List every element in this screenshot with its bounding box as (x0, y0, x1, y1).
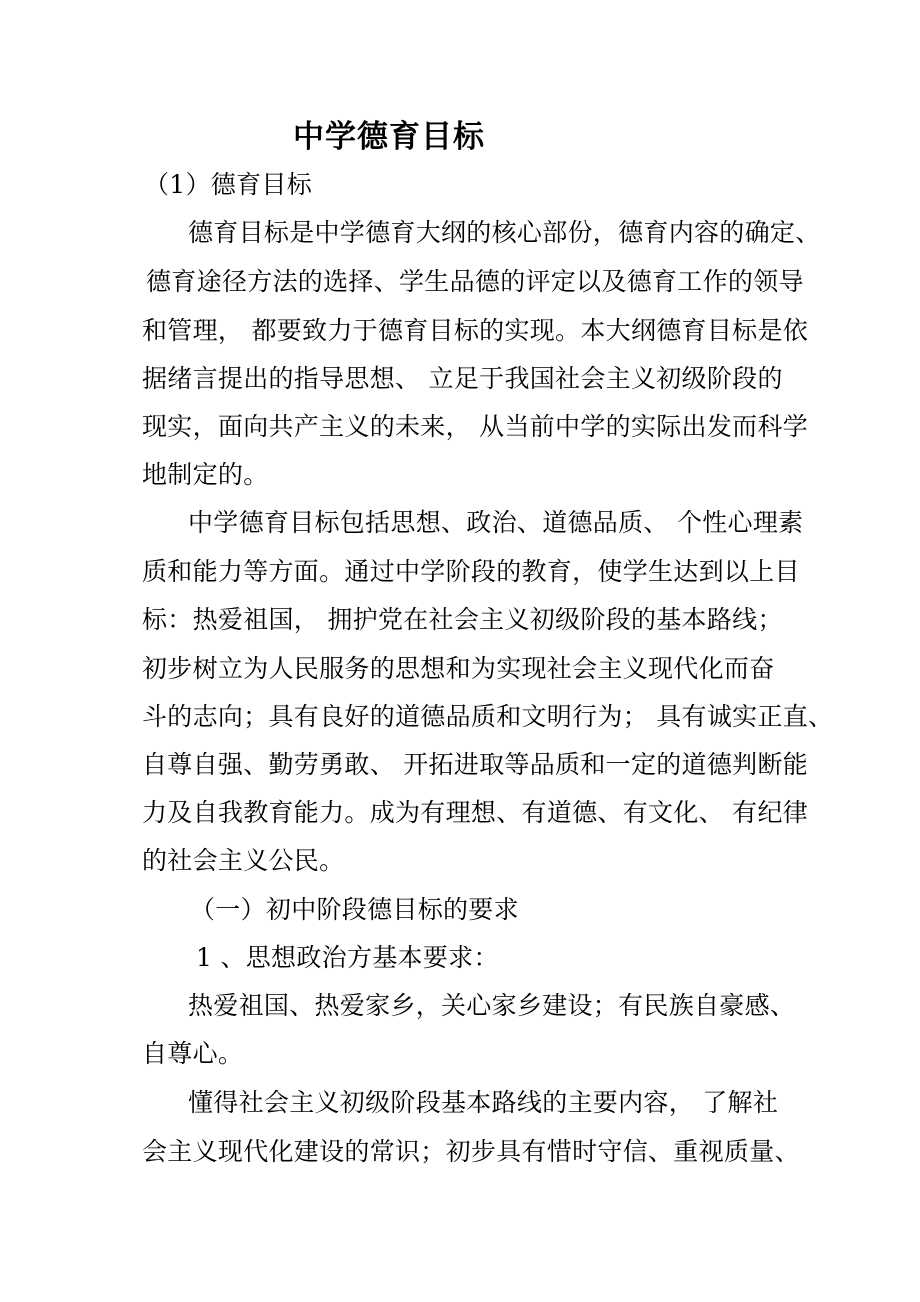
subheading-junior-middle: （一）初中阶段德目标的要求 (190, 895, 519, 924)
paragraph-line: 地制定的。 (142, 460, 269, 489)
paragraph-line: 自尊自强、勤劳勇敢、 开拓进取等品质和一定的道德判断能 (142, 750, 809, 779)
paragraph-line: 和管理， 都要致力于德育目标的实现。本大纲德育目标是依 (142, 316, 809, 345)
paragraph-line: 力及自我教育能力。成为有理想、有道德、有文化、 有纪律 (142, 798, 809, 827)
section-heading: （1）德育目标 (144, 170, 313, 199)
paragraph-line: 自尊心。 (142, 1039, 244, 1068)
paragraph-line: 中学德育目标包括思想、政治、道德品质、 个性心理素 (188, 508, 804, 537)
paragraph-line: 会主义现代化建设的常识；初步具有惜时守信、重视质量、 (142, 1137, 800, 1166)
paragraph-line: 初步树立为人民服务的思想和为实现社会主义现代化而奋 (142, 654, 775, 683)
paragraph-line: 据绪言提出的指导思想、 立足于我国社会主义初级阶段的 (142, 364, 783, 393)
subheading-political-requirements: 1 、思想政治方基本要求： (196, 943, 499, 972)
paragraph-line: 质和能力等方面。通过中学阶段的教育，使学生达到以上目 (142, 557, 800, 586)
paragraph-line: 德育途径方法的选择、学生品德的评定以及德育工作的领导 (146, 267, 804, 296)
paragraph-line: 标：热爱祖国， 拥护党在社会主义初级阶段的基本路线； (142, 605, 783, 634)
paragraph-line: 现实，面向共产主义的未来， 从当前中学的实际出发而科学 (142, 412, 809, 441)
paragraph-line: 热爱祖国、热爱家乡，关心家乡建设；有民族自豪感、 (188, 991, 796, 1020)
paragraph-line: 的社会主义公民。 (142, 846, 345, 875)
paragraph-line: 斗的志向；具有良好的道德品质和文明行为； 具有诚实正直、 (142, 702, 834, 731)
paragraph-line: 懂得社会主义初级阶段基本路线的主要内容， 了解社 (188, 1088, 779, 1117)
paragraph-line: 德育目标是中学德育大纲的核心部份，德育内容的确定、 (188, 218, 821, 247)
document-title: 中学德育目标 (293, 119, 485, 155)
